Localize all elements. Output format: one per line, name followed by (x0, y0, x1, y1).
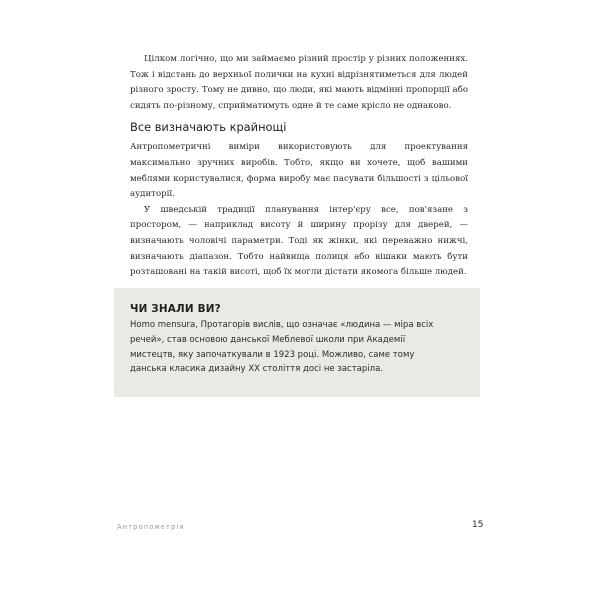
callout-title: ЧИ ЗНАЛИ ВИ? (130, 303, 221, 315)
body-paragraph-1: Цілком логічно, що ми займаємо різний простір у різних положеннях. Тож і відстань до верхньої полички на кухні відрізнятиметься для людей різного зросту. Тому не дивно, що люди, які мають відмінні пропорції або сидять по-різному, сприйматимуть одне й те саме крісло не однаково. (130, 54, 468, 111)
body-paragraph-3: У шведській традиції планування інтер'єру все, пов'язане з простором, — наприклад висоту й ширину прорізу для дверей, — визначають чоловічі параметри. Тоді як жінки, які переважно нижчі, визначають діапазон. Тобто найвища полиця або вішаки мають бути розташовані на такій висоті, щоб їх могли дістати якомога більше людей. (130, 204, 468, 278)
body-paragraph-2: Антропометричні виміри використовують для проектування максимально зручних виробів. Тобто, якщо ви хочете, щоб вашими меблями користувалися, форма виробу має пасувати більшості з цільової аудиторії. (130, 142, 468, 200)
page-number: 15 (472, 520, 484, 530)
section-heading: Все визначають крайнощі (130, 120, 287, 135)
text-column (130, 52, 468, 281)
callout-text: Homo mensura, Протагорів вислів, що означає «людина — міра всіх речей», став основою данської Меблевої школи при Академії мистецтв, яку започаткували в 1923 році. Можливо, саме тому данська класика дизайну XX століття досі не застаріла. (130, 320, 434, 375)
running-footer-section: Антропометрія (117, 523, 185, 531)
did-you-know-box (114, 288, 480, 397)
